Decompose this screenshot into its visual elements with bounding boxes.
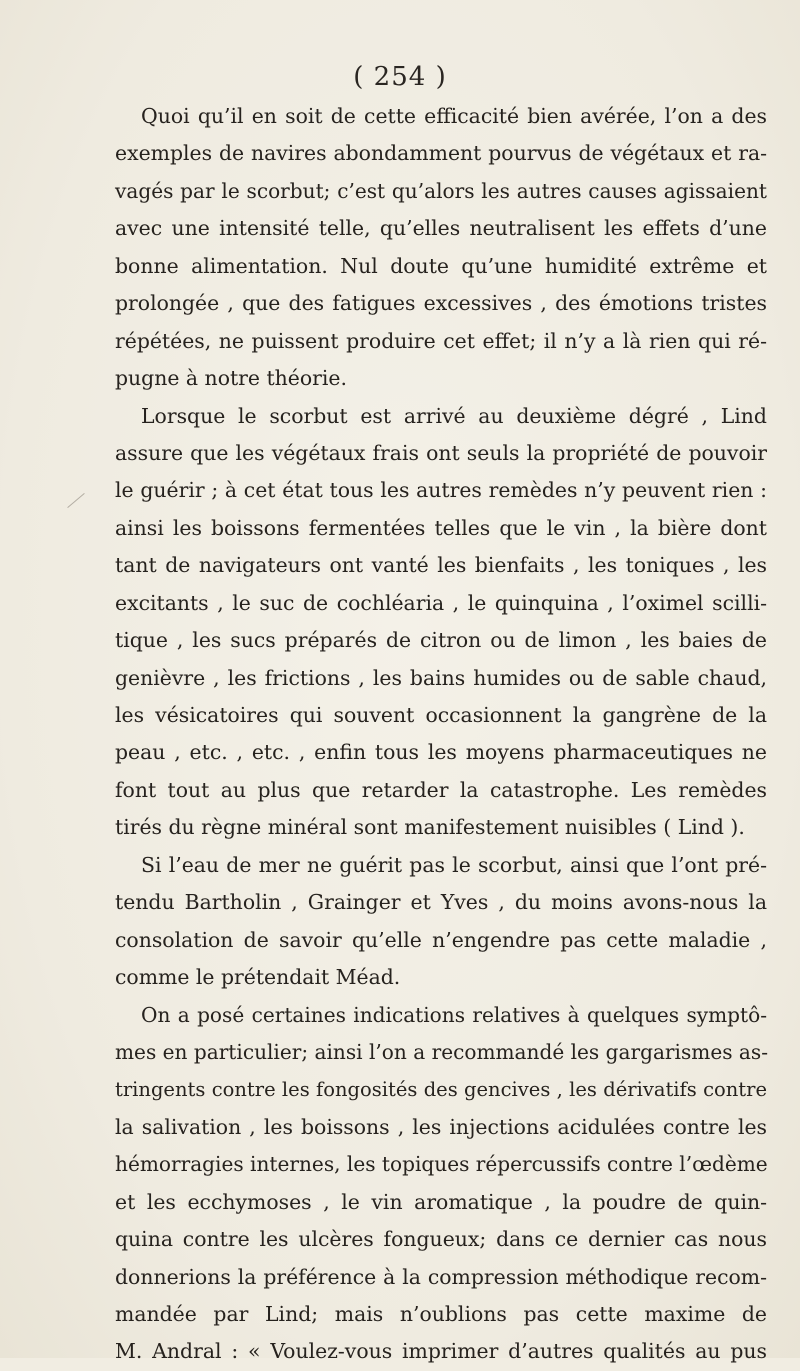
text-line: répétées, ne puissent produire cet effet; il n’y a là rien qui ré- xyxy=(115,328,767,353)
text-line: vagés par le scorbut; c’est qu’alors les autres causes agissaient xyxy=(115,178,767,203)
text-line: le guérir ; à cet état tous les autres remèdes n’y peuvent rien : xyxy=(115,478,767,503)
text-line: tique , les sucs préparés de citron ou de limon , les baies de xyxy=(115,628,767,653)
text-line: tringents contre les fongosités des gencives , les dérivatifs contre xyxy=(115,1078,767,1102)
text-line: tirés du règne minéral sont manifestement nuisibles ( Lind ). xyxy=(115,815,745,840)
text-line: peau , etc. , etc. , enfin tous les moyens pharmaceutiques ne xyxy=(115,740,767,765)
text-line: pugne à notre théorie. xyxy=(115,366,347,391)
text-line: tant de navigateurs ont vanté les bienfaits , les toniques , les xyxy=(115,553,767,578)
text-line: On a posé certaines indications relatives à quelques symptô- xyxy=(141,1002,767,1027)
text-line: genièvre , les frictions , les bains humides ou de sable chaud, xyxy=(115,665,767,690)
text-line: font tout au plus que retarder la catastrophe. Les remèdes xyxy=(115,777,767,802)
text-line: mes en particulier; ainsi l’on a recommandé les gargarismes as- xyxy=(115,1039,768,1064)
paragraph-2 xyxy=(115,398,767,847)
text-line: Quoi qu’il en soit de cette efficacité bien avérée, l’on a des xyxy=(141,104,767,128)
text-line: exemples de navires abondamment pourvus de végétaux et ra- xyxy=(115,141,767,166)
paragraph-4 xyxy=(115,997,767,1371)
text-line: M. Andral : « Voulez-vous imprimer d’autres qualités au pus xyxy=(115,1339,767,1364)
text-line: donnerions la préférence à la compression méthodique recom- xyxy=(115,1264,767,1289)
text-line: les vésicatoires qui souvent occasionnent la gangrène de la xyxy=(115,703,767,727)
page-number: ( 254 ) xyxy=(353,62,447,92)
text-line: avec une intensité telle, qu’elles neutralisent les effets d’une xyxy=(115,216,767,241)
text-line: hémorragies internes, les topiques répercussifs contre l’œdème xyxy=(115,1152,768,1177)
text-line: la salivation , les boissons , les injections acidulées contre les xyxy=(115,1114,767,1139)
text-line: excitants , le suc de cochléaria , le quinquina , l’oximel scilli- xyxy=(115,590,767,615)
text-line: prolongée , que des fatigues excessives , des émotions tristes xyxy=(115,291,767,316)
text-line: bonne alimentation. Nul doute qu’une humidité extrême et xyxy=(115,253,767,278)
margin-mark xyxy=(67,493,84,508)
body-text xyxy=(115,98,767,1371)
text-line: Si l’eau de mer ne guérit pas le scorbut, ainsi que l’ont pré- xyxy=(141,852,767,877)
text-line: assure que les végétaux frais ont seuls la propriété de pouvoir xyxy=(115,440,767,465)
text-line: quina contre les ulcères fongueux; dans ce dernier cas nous xyxy=(115,1227,767,1252)
text-line: ainsi les boissons fermentées telles que le vin , la bière dont xyxy=(115,515,767,540)
text-line: Lorsque le scorbut est arrivé au deuxième dégré , Lind xyxy=(141,403,767,428)
text-line: consolation de savoir qu’elle n’engendre pas cette maladie , xyxy=(115,927,767,952)
text-line: et les ecchymoses , le vin aromatique , la poudre de quin- xyxy=(115,1189,767,1214)
text-line: tendu Bartholin , Grainger et Yves , du moins avons-nous la xyxy=(115,890,767,915)
paragraph-3 xyxy=(115,847,767,997)
text-line: comme le prétendait Méad. xyxy=(115,965,401,990)
text-line: mandée par Lind; mais n’oublions pas cette maxime de xyxy=(115,1302,767,1326)
paragraph-1 xyxy=(115,98,767,398)
